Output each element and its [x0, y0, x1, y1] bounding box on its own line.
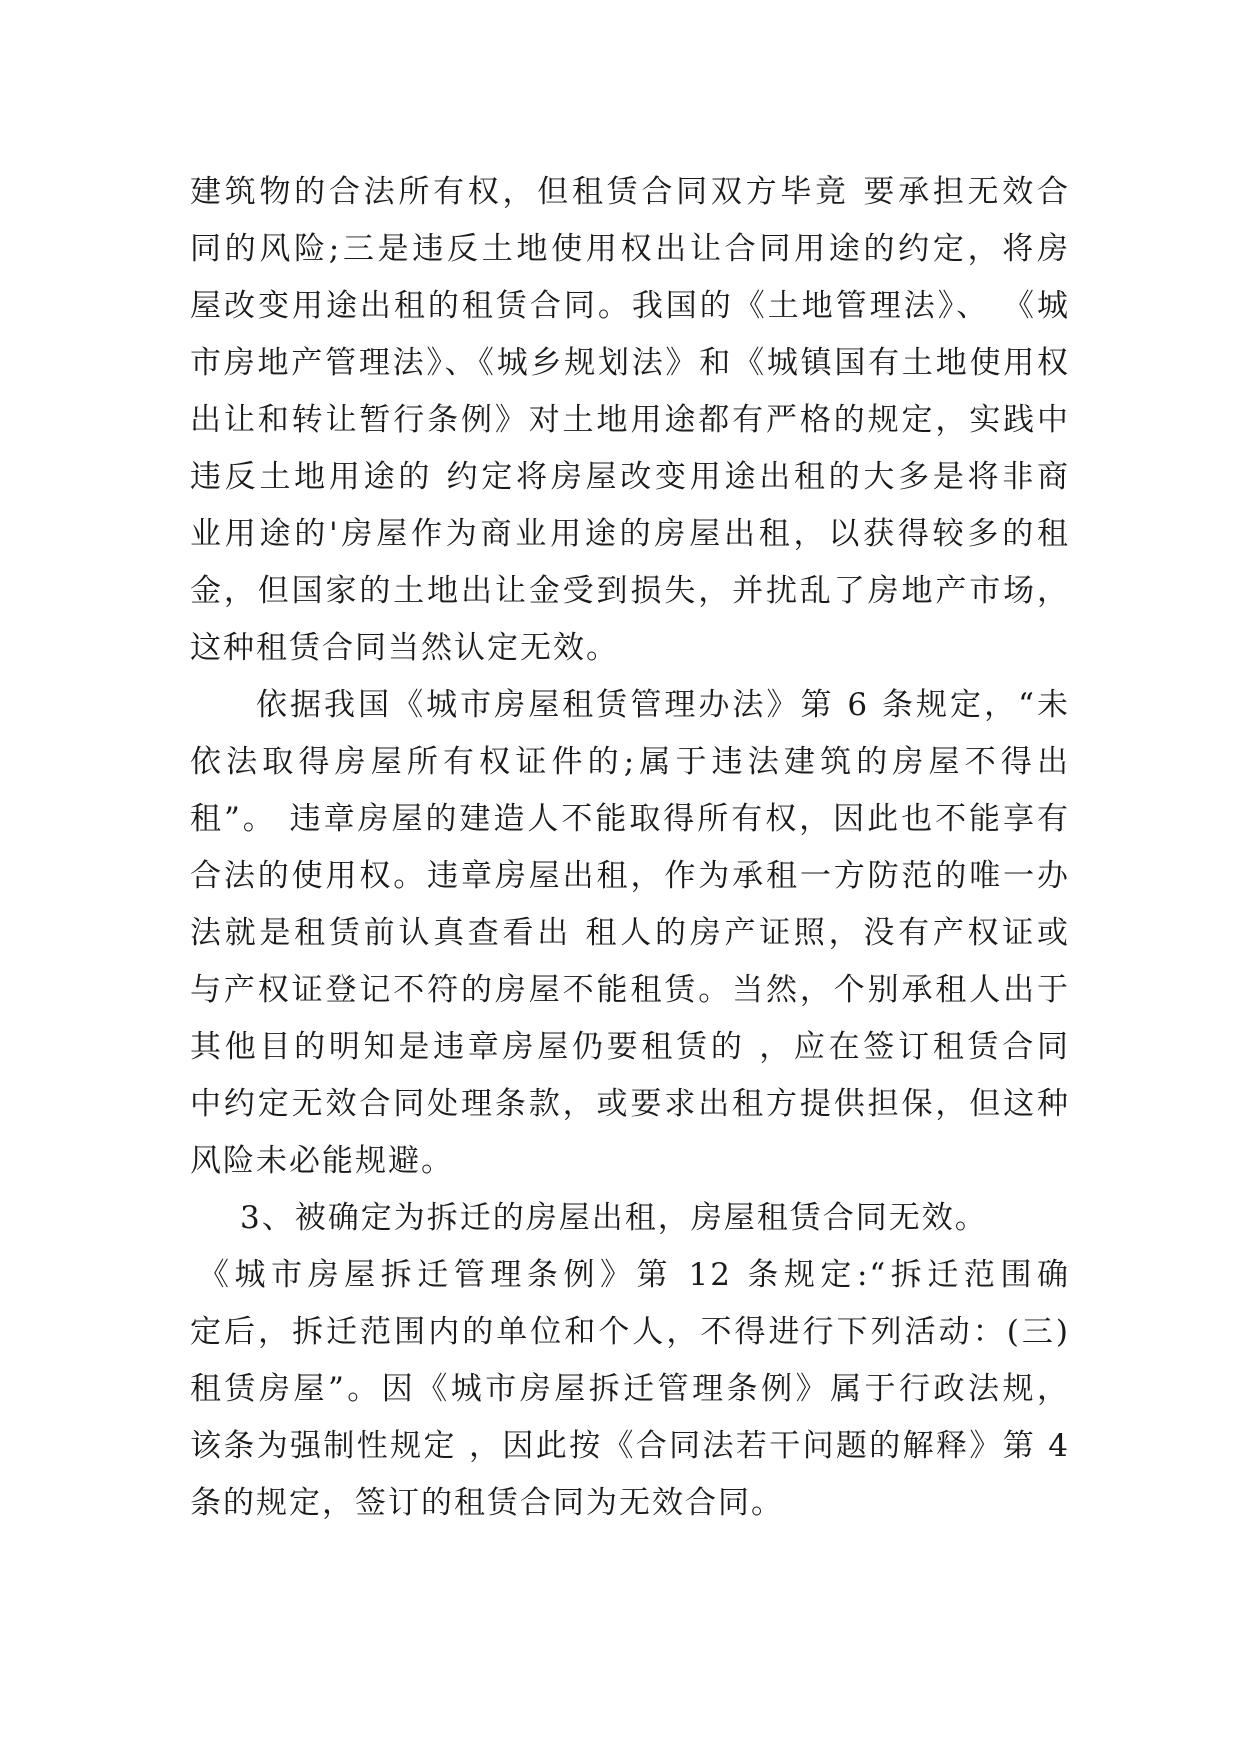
text-line: 这种租赁合同当然认定无效。 — [190, 630, 619, 666]
text-line: 租赁房屋”。因《城市房屋拆迁管理条例》属于行政法规， — [190, 1371, 1070, 1407]
text-line: 市房地产管理法》、《城乡规划法》和《城镇国有土地使用权 — [190, 345, 1070, 381]
text-line: 其他目的明知是违章房屋仍要租赁的 ，应在签订租赁合同 — [190, 1029, 1070, 1065]
text-line: 违反土地用途的 约定将房屋改变用途出租的大多是将非商 — [190, 459, 1070, 495]
text-line: 中约定无效合同处理条款，或要求出租方提供担保，但这种 — [190, 1086, 1070, 1122]
text-line: 与产权证登记不符的房屋不能租赁。当然，个别承租人出于 — [190, 972, 1070, 1008]
paragraph-start-line: 《城市房屋拆迁管理条例》第 12 条规定:“拆迁范围确 — [198, 1257, 1070, 1293]
text-line: 业用途的'房屋作为商业用途的房屋出租，以获得较多的租 — [190, 516, 1070, 552]
section-heading: 3、被确定为拆迁的房屋出租，房屋租赁合同无效。 — [240, 1200, 988, 1236]
text-line: 该条为强制性规定 ，因此按《合同法若干问题的解释》第 4 — [190, 1428, 1070, 1464]
text-line: 金，但国家的土地出让金受到损失，并扰乱了房地产市场， — [190, 573, 1070, 609]
paragraph-start-line: 依据我国《城市房屋租赁管理办法》第 6 条规定，“未 — [256, 687, 1070, 723]
text-line: 法就是租赁前认真查看出 租人的房产证照，没有产权证或 — [190, 915, 1070, 951]
text-line: 依法取得房屋所有权证件的;属于违法建筑的房屋不得出 — [190, 744, 1070, 780]
text-line: 同的风险;三是违反土地使用权出让合同用途的约定，将房 — [190, 231, 1070, 267]
text-line: 出让和转让暂行条例》对土地用途都有严格的规定，实践中 — [190, 402, 1070, 438]
text-line: 定后，拆迁范围内的单位和个人，不得进行下列活动：(三) — [190, 1314, 1070, 1350]
text-line: 租”。 违章房屋的建造人不能取得所有权，因此也不能享有 — [190, 801, 1070, 837]
text-line: 合法的使用权。违章房屋出租，作为承租一方防范的唯一办 — [190, 858, 1070, 894]
text-line: 屋改变用途出租的租赁合同。我国的《土地管理法》、 《城 — [190, 288, 1070, 324]
text-line: 条的规定，签订的租赁合同为无效合同。 — [190, 1485, 784, 1521]
text-line: 建筑物的合法所有权，但租赁合同双方毕竟 要承担无效合 — [190, 174, 1070, 210]
body-text — [190, 164, 1070, 1532]
text-line: 风险未必能规避。 — [190, 1143, 454, 1179]
